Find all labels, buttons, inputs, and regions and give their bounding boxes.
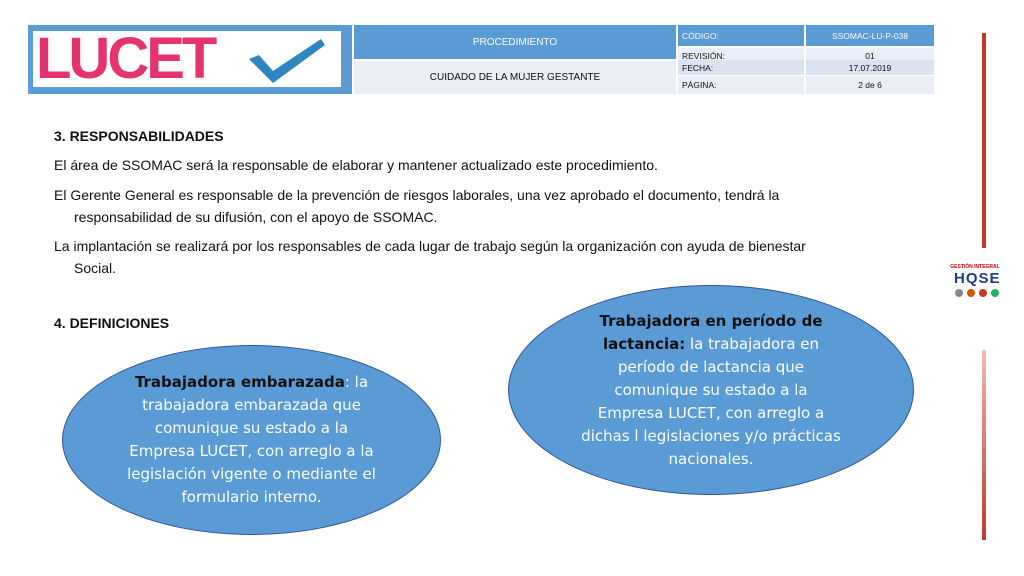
paragraph-line: La implantación se realizará por los responsables de cada lugar de trabajo según la organización con ayuda de bienestar <box>54 238 806 254</box>
definition-pregnant <box>62 345 441 535</box>
meta-row-page <box>678 76 934 94</box>
paragraph-line: Social. <box>74 260 117 276</box>
paragraph-2 <box>54 184 924 228</box>
meta-key: PÁGINA: <box>678 76 804 94</box>
definition-term: Trabajadora en período de lactancia: <box>599 311 823 353</box>
paragraph-line: El Gerente General es responsable de la prevención de riesgos laborales, una vez aprobado el documento, tendrá la <box>54 187 780 203</box>
checkmark-icon <box>245 35 329 85</box>
definition-text: la trabajadora en período de lactancia que comunique su estado a la Empresa LUCET, con arreglo a dichas l legislaciones y/o prácticas nacionales. <box>581 334 841 468</box>
section-title-definitions: 4. DEFINICIONES <box>54 315 170 331</box>
definition-text: : la trabajadora embarazada que comunique su estado a la Empresa LUCET, con arreglo a la legislación vigente o mediante el formulario interno. <box>127 373 376 506</box>
procedure-name: CUIDADO DE LA MUJER GESTANTE <box>354 61 676 94</box>
paragraph-1 <box>54 154 924 176</box>
meta-key: FECHA: <box>678 60 804 75</box>
section-title-responsibilities: 3. RESPONSABILIDADES <box>54 128 224 144</box>
meta-key: CÓDIGO: <box>678 25 804 46</box>
badge-text <box>954 270 1001 287</box>
document-header <box>28 25 934 95</box>
paragraph-text: El área de SSOMAC será la responsable de elaborar y mantener actualizado este procedimiento. <box>54 157 658 173</box>
definition-term: Trabajadora embarazada <box>134 373 345 391</box>
side-line-bottom <box>982 350 986 540</box>
logo-cell <box>28 25 352 94</box>
logo <box>33 26 341 91</box>
meta-value: SSOMAC-LU-P-038 <box>806 25 934 46</box>
definition-lactation <box>508 285 914 495</box>
meta-row-code <box>678 25 934 46</box>
paragraph-line: responsabilidad de su difusión, con el apoyo de SSOMAC. <box>74 209 438 225</box>
hqse-badge <box>946 264 1004 300</box>
meta-value: 01 <box>806 48 934 63</box>
badge-text-letters: HQSE <box>954 270 1001 287</box>
badge-dots-icon <box>954 288 1000 298</box>
meta-value: 2 de 6 <box>806 76 934 94</box>
meta-value: 17.07.2019 <box>806 60 934 75</box>
paragraph-3 <box>54 235 924 279</box>
procedure-label: PROCEDIMIENTO <box>354 25 676 59</box>
meta-key: REVISIÓN: <box>678 48 804 63</box>
meta-row-date <box>678 60 934 75</box>
logo-text: LUCET <box>36 26 215 91</box>
badge-caption: GESTIÓN INTEGRAL <box>950 264 1000 270</box>
side-line-top <box>982 33 986 248</box>
